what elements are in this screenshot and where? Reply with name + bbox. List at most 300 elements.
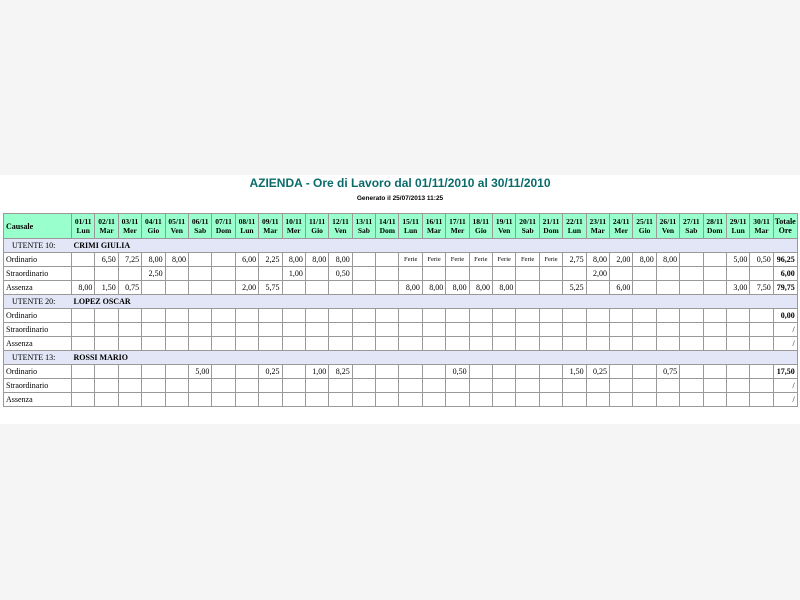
day-weekday: Gio <box>311 226 323 235</box>
hours-cell <box>516 309 539 323</box>
hours-cell <box>329 379 352 393</box>
user-row <box>4 295 798 309</box>
day-weekday: Mer <box>286 226 301 235</box>
day-header <box>259 214 282 239</box>
day-weekday: Ven <box>498 226 511 235</box>
hours-cell <box>165 393 188 407</box>
hours-cell <box>633 323 656 337</box>
day-weekday: Mar <box>754 226 769 235</box>
day-date: 24/11 <box>612 217 630 226</box>
hours-cell <box>563 309 586 323</box>
day-date: 29/11 <box>729 217 747 226</box>
hours-cell <box>212 379 235 393</box>
day-date: 07/11 <box>215 217 232 226</box>
hours-cell <box>680 365 703 379</box>
hours-cell: Ferie <box>469 253 492 267</box>
day-weekday: Sab <box>685 226 698 235</box>
total-cell: / <box>773 379 797 393</box>
hours-cell <box>72 337 95 351</box>
day-header <box>352 214 375 239</box>
hours-cell: Ferie <box>539 253 562 267</box>
day-date: 21/11 <box>542 217 560 226</box>
hours-cell <box>142 309 165 323</box>
hours-cell <box>118 323 141 337</box>
hours-cell <box>305 281 328 295</box>
hours-cell <box>680 393 703 407</box>
day-date: 02/11 <box>98 217 115 226</box>
day-header <box>282 214 305 239</box>
hours-cell <box>586 337 609 351</box>
day-date: 19/11 <box>495 217 513 226</box>
hours-cell <box>633 337 656 351</box>
hours-cell: 6,00 <box>609 281 632 295</box>
day-weekday: Dom <box>215 226 232 235</box>
hours-cell <box>95 309 118 323</box>
hours-cell <box>72 267 95 281</box>
hours-cell: 7,25 <box>118 253 141 267</box>
total-cell: 96,25 <box>773 253 797 267</box>
day-weekday: Lun <box>76 226 90 235</box>
table-row <box>4 253 798 267</box>
hours-cell <box>726 267 749 281</box>
hours-cell <box>282 323 305 337</box>
hours-cell <box>352 309 375 323</box>
hours-cell <box>142 323 165 337</box>
hours-cell <box>586 281 609 295</box>
hours-cell <box>72 379 95 393</box>
hours-cell <box>188 253 211 267</box>
table-row <box>4 337 798 351</box>
hours-cell <box>376 309 399 323</box>
hours-cell <box>329 337 352 351</box>
hours-cell <box>563 267 586 281</box>
hours-cell: 2,75 <box>563 253 586 267</box>
table-row <box>4 267 798 281</box>
hours-cell <box>446 267 469 281</box>
hours-cell: 3,00 <box>726 281 749 295</box>
hours-cell <box>142 365 165 379</box>
hours-cell <box>376 267 399 281</box>
hours-cell <box>118 337 141 351</box>
hours-cell <box>235 267 258 281</box>
day-header <box>188 214 211 239</box>
day-header <box>212 214 235 239</box>
report-generated-date: Generato il 25/07/2013 11:25 <box>356 195 444 202</box>
hours-cell <box>118 393 141 407</box>
hours-cell <box>516 267 539 281</box>
hours-cell <box>563 379 586 393</box>
table-row <box>4 379 798 393</box>
day-date: 26/11 <box>659 217 677 226</box>
hours-cell <box>750 337 773 351</box>
hours-cell <box>656 309 679 323</box>
hours-cell <box>750 309 773 323</box>
hours-cell: 0,50 <box>329 267 352 281</box>
causale-cell: Assenza <box>4 337 72 351</box>
hours-cell <box>95 323 118 337</box>
report-title: AZIENDA - Ore di Lavoro dal 01/11/2010 al 30/11/2010 <box>249 176 551 190</box>
hours-cell: Ferie <box>399 253 422 267</box>
hours-cell <box>282 393 305 407</box>
hours-cell: 8,00 <box>72 281 95 295</box>
hours-cell <box>493 365 516 379</box>
hours-cell <box>446 337 469 351</box>
day-date: 01/11 <box>74 217 92 226</box>
hours-cell: 8,00 <box>142 253 165 267</box>
hours-cell: 7,50 <box>750 281 773 295</box>
day-weekday: Dom <box>707 226 723 235</box>
hours-cell <box>72 309 95 323</box>
hours-cell <box>329 281 352 295</box>
hours-cell <box>469 323 492 337</box>
day-header <box>235 214 258 239</box>
hours-cell <box>212 309 235 323</box>
hours-cell <box>165 267 188 281</box>
hours-cell: 0,75 <box>656 365 679 379</box>
day-header <box>142 214 165 239</box>
hours-cell <box>282 365 305 379</box>
day-weekday: Dom <box>543 226 559 235</box>
hours-cell <box>609 379 632 393</box>
hours-cell <box>212 337 235 351</box>
hours-cell <box>633 281 656 295</box>
hours-cell <box>305 323 328 337</box>
hours-cell <box>680 253 703 267</box>
hours-cell <box>399 393 422 407</box>
hours-cell: Ferie <box>422 253 445 267</box>
day-weekday: Mar <box>263 226 278 235</box>
day-header <box>539 214 562 239</box>
hours-cell <box>212 281 235 295</box>
hours-cell <box>259 393 282 407</box>
hours-cell <box>422 393 445 407</box>
user-row <box>4 239 798 253</box>
day-weekday: Gio <box>638 226 651 235</box>
hours-cell <box>539 365 562 379</box>
day-date: 10/11 <box>285 217 303 226</box>
hours-cell <box>539 267 562 281</box>
hours-cell: 2,50 <box>142 267 165 281</box>
hours-cell <box>539 337 562 351</box>
hours-cell: 8,00 <box>422 281 445 295</box>
day-header <box>680 214 703 239</box>
hours-cell <box>188 267 211 281</box>
hours-cell <box>516 337 539 351</box>
hours-cell: 8,00 <box>165 253 188 267</box>
hours-cell: 8,25 <box>329 365 352 379</box>
day-header <box>609 214 632 239</box>
hours-cell: 5,00 <box>188 365 211 379</box>
hours-cell: 8,00 <box>469 281 492 295</box>
hours-cell <box>446 323 469 337</box>
hours-cell <box>376 365 399 379</box>
hours-cell <box>563 323 586 337</box>
hours-cell <box>329 323 352 337</box>
hours-cell <box>703 365 726 379</box>
user-id-label: UTENTE 13: <box>4 351 72 365</box>
day-weekday: Gio <box>475 226 487 235</box>
hours-cell <box>469 365 492 379</box>
totale-header-line: Ore <box>778 226 792 235</box>
table-row <box>4 323 798 337</box>
total-cell: 79,75 <box>773 281 797 295</box>
hours-cell <box>282 281 305 295</box>
hours-cell: 0,50 <box>750 253 773 267</box>
hours-cell <box>259 323 282 337</box>
hours-cell <box>446 393 469 407</box>
hours-cell <box>399 267 422 281</box>
day-header <box>750 214 773 239</box>
hours-cell <box>259 379 282 393</box>
hours-cell: 5,00 <box>726 253 749 267</box>
hours-cell <box>539 393 562 407</box>
hours-cell <box>563 393 586 407</box>
hours-cell: 1,50 <box>563 365 586 379</box>
hours-cell <box>493 323 516 337</box>
day-weekday: Sab <box>194 226 207 235</box>
hours-cell <box>446 309 469 323</box>
hours-cell <box>726 337 749 351</box>
day-weekday: Mar <box>590 226 605 235</box>
day-weekday: Mer <box>614 226 629 235</box>
hours-cell <box>633 365 656 379</box>
hours-cell <box>165 337 188 351</box>
hours-cell <box>656 337 679 351</box>
day-header <box>656 214 679 239</box>
hours-cell <box>165 281 188 295</box>
hours-cell: 1,00 <box>305 365 328 379</box>
hours-cell <box>703 323 726 337</box>
hours-cell <box>72 323 95 337</box>
hours-cell <box>750 379 773 393</box>
day-header <box>446 214 469 239</box>
hours-cell <box>422 309 445 323</box>
hours-cell <box>352 267 375 281</box>
hours-cell <box>586 379 609 393</box>
hours-cell <box>680 309 703 323</box>
hours-cell <box>142 337 165 351</box>
hours-cell: 1,50 <box>95 281 118 295</box>
hours-cell <box>609 267 632 281</box>
hours-cell <box>352 365 375 379</box>
top-gray-margin <box>0 0 800 175</box>
day-date: 17/11 <box>449 217 466 226</box>
hours-cell <box>516 393 539 407</box>
hours-cell: 8,00 <box>446 281 469 295</box>
hours-cell <box>352 393 375 407</box>
hours-cell <box>352 253 375 267</box>
day-weekday: Dom <box>379 226 395 235</box>
hours-cell: 8,00 <box>586 253 609 267</box>
hours-cell <box>235 337 258 351</box>
hours-cell <box>680 337 703 351</box>
hours-cell <box>726 379 749 393</box>
hours-cell <box>726 309 749 323</box>
day-date: 04/11 <box>145 217 162 226</box>
table-body <box>4 239 798 407</box>
causale-cell: Ordinario <box>4 253 72 267</box>
hours-cell: Ferie <box>516 253 539 267</box>
hours-cell <box>188 393 211 407</box>
day-header <box>305 214 328 239</box>
day-header <box>586 214 609 239</box>
hours-cell: 6,50 <box>95 253 118 267</box>
hours-cell <box>352 337 375 351</box>
hours-cell <box>188 379 211 393</box>
hours-cell: 8,00 <box>305 253 328 267</box>
hours-cell <box>493 337 516 351</box>
causale-cell: Ordinario <box>4 365 72 379</box>
hours-cell: 8,00 <box>633 253 656 267</box>
user-name: LOPEZ OSCAR <box>72 295 798 309</box>
hours-cell <box>95 393 118 407</box>
hours-cell <box>142 281 165 295</box>
hours-cell <box>118 309 141 323</box>
day-header <box>376 214 399 239</box>
hours-cell <box>352 281 375 295</box>
hours-cell <box>165 379 188 393</box>
hours-cell: 2,25 <box>259 253 282 267</box>
hours-cell: 8,00 <box>329 253 352 267</box>
day-header <box>703 214 726 239</box>
hours-cell <box>165 323 188 337</box>
hours-cell <box>656 393 679 407</box>
day-header <box>726 214 749 239</box>
hours-cell <box>212 365 235 379</box>
hours-cell <box>376 281 399 295</box>
day-header <box>422 214 445 239</box>
day-header <box>165 214 188 239</box>
hours-cell <box>235 393 258 407</box>
table-row <box>4 365 798 379</box>
day-header <box>72 214 95 239</box>
day-date: 18/11 <box>472 217 490 226</box>
hours-cell <box>609 323 632 337</box>
hours-cell: 5,25 <box>563 281 586 295</box>
hours-cell <box>633 267 656 281</box>
hours-cell <box>188 281 211 295</box>
day-weekday: Gio <box>147 226 160 235</box>
hours-cell <box>399 337 422 351</box>
hours-cell: 8,00 <box>656 253 679 267</box>
hours-cell <box>422 337 445 351</box>
total-cell: / <box>773 337 797 351</box>
hours-cell <box>305 337 328 351</box>
hours-cell: 2,00 <box>586 267 609 281</box>
hours-cell <box>329 309 352 323</box>
hours-cell <box>633 379 656 393</box>
day-date: 27/11 <box>683 217 700 226</box>
hours-cell <box>703 337 726 351</box>
hours-cell <box>212 323 235 337</box>
hours-cell <box>95 365 118 379</box>
hours-cell <box>586 393 609 407</box>
hours-cell <box>703 267 726 281</box>
causale-cell: Assenza <box>4 393 72 407</box>
hours-cell <box>539 323 562 337</box>
hours-cell <box>609 309 632 323</box>
hours-cell <box>656 379 679 393</box>
hours-cell <box>516 379 539 393</box>
hours-cell <box>422 379 445 393</box>
total-cell: 0,00 <box>773 309 797 323</box>
hours-cell <box>305 393 328 407</box>
day-weekday: Mar <box>426 226 442 235</box>
hours-cell <box>212 253 235 267</box>
hours-cell <box>399 365 422 379</box>
hours-cell <box>493 393 516 407</box>
total-cell: 6,00 <box>773 267 797 281</box>
hours-cell <box>188 337 211 351</box>
hours-cell <box>563 337 586 351</box>
table-row <box>4 393 798 407</box>
hours-cell: 2,00 <box>235 281 258 295</box>
hours-cell <box>469 267 492 281</box>
hours-cell <box>703 253 726 267</box>
hours-cell <box>493 309 516 323</box>
hours-cell <box>422 323 445 337</box>
day-weekday: Lun <box>731 226 745 235</box>
hours-cell: Ferie <box>493 253 516 267</box>
hours-cell <box>750 365 773 379</box>
day-header <box>399 214 422 239</box>
hours-cell <box>539 309 562 323</box>
hours-cell <box>516 281 539 295</box>
day-header <box>95 214 118 239</box>
hours-cell <box>726 365 749 379</box>
day-header <box>563 214 586 239</box>
hours-cell <box>376 253 399 267</box>
hours-cell <box>118 365 141 379</box>
hours-cell <box>282 337 305 351</box>
total-cell: / <box>773 393 797 407</box>
bottom-gray-margin <box>0 424 800 600</box>
day-header <box>493 214 516 239</box>
day-weekday: Lun <box>403 226 418 235</box>
hours-cell <box>305 379 328 393</box>
hours-cell <box>726 323 749 337</box>
day-date: 12/11 <box>332 217 349 226</box>
hours-cell <box>750 393 773 407</box>
hours-cell <box>586 309 609 323</box>
hours-cell <box>633 309 656 323</box>
day-date: 11/11 <box>308 217 326 226</box>
day-weekday: Lun <box>567 226 582 235</box>
hours-cell <box>376 393 399 407</box>
causale-cell: Straordinario <box>4 267 72 281</box>
day-header <box>118 214 141 239</box>
causale-cell: Straordinario <box>4 323 72 337</box>
hours-cell <box>72 365 95 379</box>
causale-cell: Assenza <box>4 281 72 295</box>
totale-header-line: Totale <box>774 217 796 226</box>
hours-cell <box>609 365 632 379</box>
day-date: 03/11 <box>121 217 139 226</box>
hours-cell <box>95 267 118 281</box>
hours-cell <box>165 309 188 323</box>
totale-header <box>773 214 797 239</box>
day-date: 30/11 <box>753 217 770 226</box>
day-header <box>633 214 656 239</box>
day-header <box>469 214 492 239</box>
hours-cell: Ferie <box>446 253 469 267</box>
hours-cell <box>142 393 165 407</box>
hours-cell: 1,00 <box>282 267 305 281</box>
hours-cell: 8,00 <box>493 281 516 295</box>
hours-cell <box>142 379 165 393</box>
hours-cell: 8,00 <box>399 281 422 295</box>
hours-table <box>3 213 798 407</box>
